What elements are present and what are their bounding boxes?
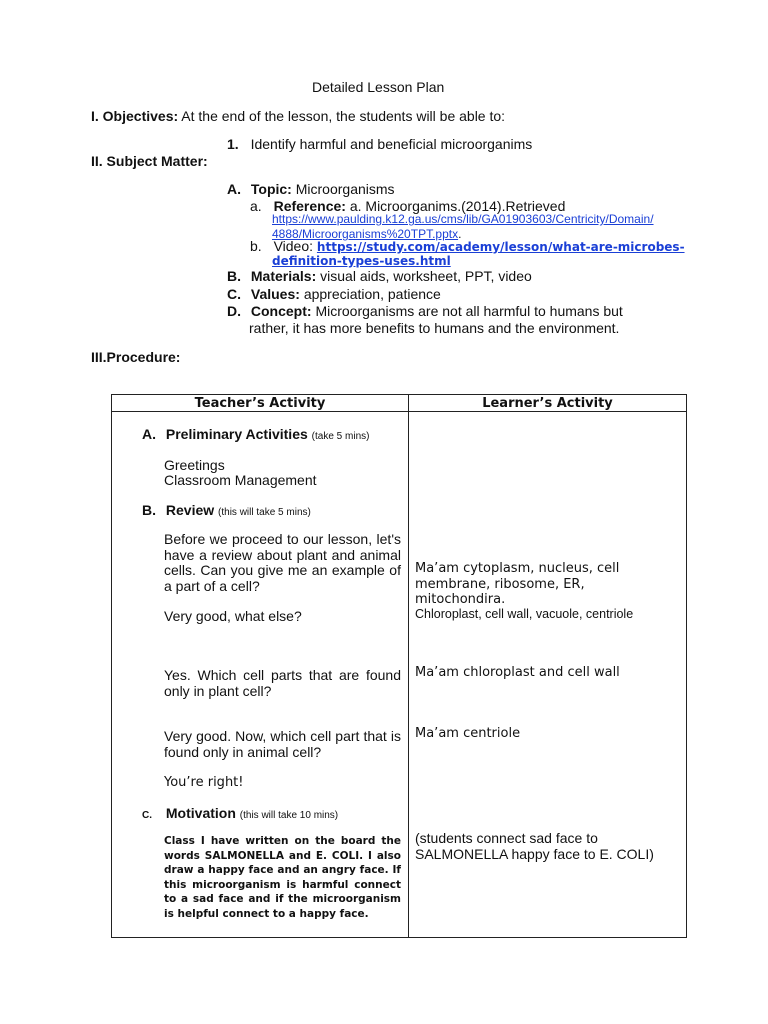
prelim-heading (142, 426, 369, 442)
concept-row (227, 303, 623, 319)
review-question-4: Very good. Now, which cell part that is found only in animal cell? (164, 728, 401, 760)
table-header-row (112, 395, 687, 412)
video-row (250, 238, 685, 254)
reference-link-line2[interactable]: 4888/Microorganisms%20TPT.pptx (272, 227, 459, 241)
motivation-text: Class I have written on the board the words SALMONELLA and E. COLI. I also draw a happy face and an angry face. If this microorganism is harmful connect to a sad face and if the microorganism is helpful connect to a happy face. (164, 835, 401, 920)
motivation-letter: C. (142, 810, 152, 821)
reference-period: . (458, 227, 462, 241)
objectives-label: I. Objectives: (91, 108, 179, 124)
values-label: Values: (250, 286, 300, 302)
topic-letter: A. (227, 181, 241, 197)
learner-answer-3: Ma’am chloroplast and cell wall (415, 665, 620, 680)
materials-row (227, 268, 532, 284)
concept-label: Concept: (250, 303, 312, 319)
values-letter: C. (227, 286, 241, 302)
prelim-letter: A. (142, 426, 156, 442)
motivation-title: Motivation (165, 805, 236, 821)
learner-activity-header: Learner’s Activity (409, 395, 687, 412)
topic-value: Microorganisms (295, 181, 395, 197)
video-link-line2[interactable]: definition-types-uses.html (272, 254, 451, 268)
video-label: Video: (273, 238, 314, 254)
concept-line1: Microorganisms are not all harmful to humans but (315, 303, 623, 319)
objective-text: Identify harmful and beneficial microorganims (250, 136, 533, 152)
learner-answer-2: Chloroplast, cell wall, vacuole, centriole (415, 607, 634, 621)
motivation-heading (142, 805, 338, 821)
review-question-1: Before we proceed to our lesson, let's have a review about plant and animal cells. Can you give me an example of a part of a cell? (164, 531, 401, 594)
values-row (227, 286, 441, 302)
review-response-5: You’re right! (164, 775, 244, 790)
materials-value: visual aids, worksheet, PPT, video (320, 268, 532, 284)
learner-activity-cell (409, 412, 687, 938)
topic-row (227, 181, 395, 197)
procedure-table (111, 394, 687, 938)
page-title: Detailed Lesson Plan (312, 79, 445, 95)
prelim-title: Preliminary Activities (165, 426, 308, 442)
materials-label: Materials: (250, 268, 317, 284)
prelim-note: (take 5 mins) (311, 431, 370, 442)
learner-answer-1: Ma’am cytoplasm, nucleus, cell membrane, ribosome, ER, mitochondira. (415, 561, 620, 607)
concept-letter: D. (227, 303, 241, 319)
prelim-item: Greetings (164, 457, 225, 473)
review-question-2: Very good, what else? (164, 608, 302, 624)
values-value: appreciation, patience (303, 286, 441, 302)
procedure-label: III.Procedure: (91, 349, 181, 365)
video-link-line1[interactable]: https://study.com/academy/lesson/what-are-microbes- (316, 240, 685, 254)
topic-label: Topic: (250, 181, 292, 197)
prelim-item: Classroom Management (164, 472, 317, 488)
teacher-activity-header: Teacher’s Activity (112, 395, 409, 412)
objective-item (227, 136, 532, 152)
materials-letter: B. (227, 268, 241, 284)
reference-letter: a. (250, 198, 262, 214)
reference-label: Reference: (273, 198, 346, 214)
objective-num: 1. (227, 136, 239, 152)
concept-line2: rather, it has more benefits to humans and the environment. (249, 320, 620, 336)
objectives-text: At the end of the lesson, the students will be able to: (181, 108, 506, 124)
motivation-note: (this will take 10 mins) (239, 810, 339, 821)
review-title: Review (165, 502, 215, 518)
reference-value: a. Microorganims.(2014).Retrieved (349, 198, 566, 214)
table-row (112, 412, 687, 938)
reference-link-line1[interactable]: https://www.paulding.k12.ga.us/cms/lib/GA01903603/Centricity/Domain/ (272, 212, 654, 226)
objectives-section (91, 108, 505, 124)
review-letter: B. (142, 502, 156, 518)
learner-answer-5: (students connect sad face to SALMONELLA happy face to E. COLI) (415, 830, 654, 862)
review-question-3: Yes. Which cell parts that are found only in plant cell? (164, 667, 401, 699)
teacher-activity-cell (112, 412, 409, 938)
learner-answer-4: Ma’am centriole (415, 726, 521, 741)
subject-matter-label: II. Subject Matter: (91, 153, 208, 169)
review-heading (142, 502, 311, 518)
video-letter: b. (250, 238, 262, 254)
review-note: (this will take 5 mins) (218, 507, 311, 518)
